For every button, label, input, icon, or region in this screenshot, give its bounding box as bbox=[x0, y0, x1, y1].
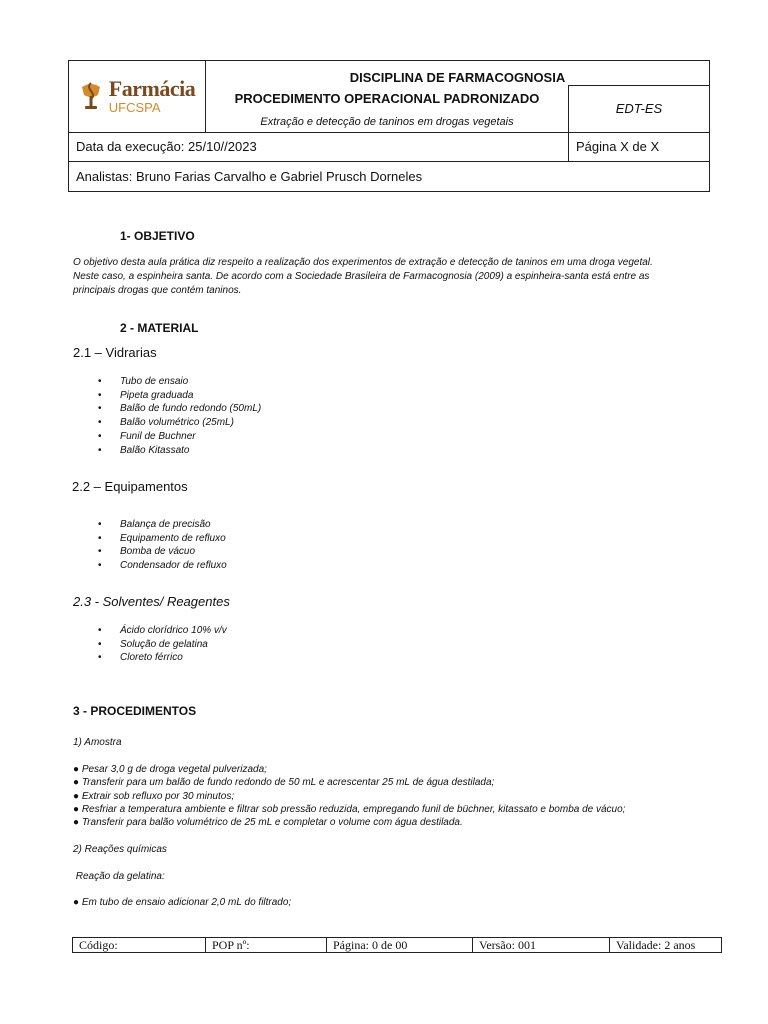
list-item: • Cloreto férrico bbox=[98, 651, 227, 665]
document-code: EDT-ES bbox=[569, 86, 710, 133]
list-item: • Balança de precisão bbox=[98, 518, 227, 532]
list-item: ● Extrair sob refluxo por 30 minutos; bbox=[73, 790, 235, 802]
logo-title: Farmácia bbox=[108, 76, 196, 102]
footer-page: Página: 0 de 00 bbox=[327, 938, 473, 953]
footer-validity: Validade: 2 anos bbox=[610, 938, 722, 953]
footer-pop: POP nº: bbox=[206, 938, 327, 953]
list-item: • Balão Kitassato bbox=[98, 444, 261, 458]
sample-label: 1) Amostra bbox=[73, 737, 122, 748]
list-item: • Tubo de ensaio bbox=[98, 375, 261, 389]
list-item: • Bomba de vácuo bbox=[98, 545, 227, 559]
reactions-label: 2) Reações químicas bbox=[73, 844, 167, 855]
footer-version: Versão: 001 bbox=[473, 938, 610, 953]
list-item: ● Transferir para um balão de fundo redondo de 50 mL e acrescentar 25 mL de água destilada; bbox=[73, 777, 495, 789]
list-item: ● Resfriar a temperatura ambiente e filtrar sob pressão reduzida, empregando funil de büchner, kitassato e bomba de vácuo; bbox=[73, 803, 626, 815]
farmacia-logo bbox=[69, 61, 205, 131]
glassware-list bbox=[98, 375, 261, 457]
procedures-heading: 3 - PROCEDIMENTOS bbox=[73, 704, 197, 718]
list-item: • Balão volumétrico (25mL) bbox=[98, 416, 261, 430]
procedure-subtitle: Extração e detecção de taninos em drogas vegetais bbox=[206, 112, 569, 133]
gelatin-step: ● Em tubo de ensaio adicionar 2,0 mL do filtrado; bbox=[73, 897, 292, 908]
logo-cell bbox=[69, 61, 206, 133]
objective-line: principais drogas que contém taninos. bbox=[73, 285, 242, 296]
list-item: • Condensador de refluxo bbox=[98, 559, 227, 573]
list-item: • Equipamento de refluxo bbox=[98, 532, 227, 546]
document-footer bbox=[72, 937, 722, 953]
objective-paragraph bbox=[73, 256, 733, 298]
equipment-heading: 2.2 – Equipamentos bbox=[72, 479, 188, 494]
gelatin-label: Reação da gelatina: bbox=[73, 871, 165, 882]
objective-line: Neste caso, a espinheira santa. De acordo com a Sociedade Brasileira de Farmacognosia (2009) a espinheira-santa está entre as bbox=[73, 271, 650, 282]
page-indicator: Página X de X bbox=[569, 132, 710, 161]
list-item: ● Pesar 3,0 g de droga vegetal pulverizada; bbox=[73, 764, 267, 775]
list-item: ● Transferir para balão volumétrico de 25 mL e completar o volume com água destilada. bbox=[73, 817, 463, 829]
glassware-heading: 2.1 – Vidrarias bbox=[73, 345, 157, 360]
list-item: • Solução de gelatina bbox=[98, 638, 227, 652]
document-header bbox=[68, 60, 710, 192]
reagents-list bbox=[98, 624, 227, 665]
execution-date: Data da execução: 25/10//2023 bbox=[69, 132, 569, 161]
list-item: • Balão de fundo redondo (50mL) bbox=[98, 402, 261, 416]
footer-code: Código: bbox=[73, 938, 206, 953]
material-heading: 2 - MATERIAL bbox=[120, 321, 199, 335]
equipment-list bbox=[98, 518, 227, 573]
pharmacy-cup-icon bbox=[79, 79, 103, 113]
sample-steps bbox=[73, 763, 733, 829]
list-item: • Pipeta graduada bbox=[98, 389, 261, 403]
procedure-title: PROCEDIMENTO OPERACIONAL PADRONIZADO bbox=[206, 86, 569, 112]
objective-heading: 1- OBJETIVO bbox=[120, 229, 195, 243]
list-item: • Ácido clorídrico 10% v/v bbox=[98, 624, 227, 638]
logo-subtitle: UFCSPA bbox=[108, 100, 161, 116]
discipline-title: DISCIPLINA DE FARMACOGNOSIA bbox=[206, 61, 710, 86]
reagents-heading: 2.3 - Solventes/ Reagentes bbox=[73, 594, 230, 609]
analysts: Analistas: Bruno Farias Carvalho e Gabriel Prusch Dorneles bbox=[69, 161, 710, 191]
objective-line: O objetivo desta aula prática diz respeito a realização dos experimentos de extração e detecção de taninos em uma droga vegetal. bbox=[73, 257, 653, 268]
list-item: • Funil de Buchner bbox=[98, 430, 261, 444]
